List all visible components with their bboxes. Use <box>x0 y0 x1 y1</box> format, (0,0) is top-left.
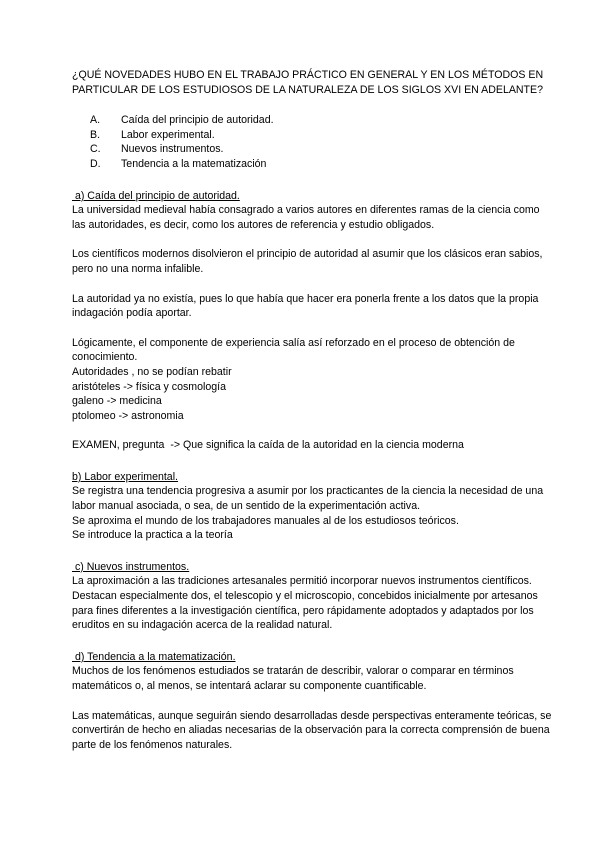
list-marker: A. <box>90 114 101 127</box>
section-b-heading: b) Labor experimental. <box>72 470 178 483</box>
section-c-paragraph: La aproximación a las tradiciones artesanales permitió incorporar nuevos instrumentos científicos. Destacan especialmente dos, el telescopio y el microscopio, concebidos inicialmente por artesanos para fines diferentes a la investigación científica, pero rápidamente adoptados y adaptados por los eruditos en su indagación acerca de la realidad natural. <box>72 575 538 632</box>
authority-line: aristóteles -> física y cosmología <box>72 380 226 393</box>
list-item-label: Caída del principio de autoridad. <box>121 114 274 127</box>
section-c-heading: c) Nuevos instrumentos. <box>72 560 190 573</box>
section-a-paragraph: La autoridad ya no existía, pues lo que había que hacer era ponerla frente a los datos que la propia indagación podía aportar. <box>72 292 539 320</box>
list-item <box>72 113 552 128</box>
list-marker: D. <box>90 157 101 170</box>
list-item <box>72 128 552 143</box>
section-a-paragraph: La universidad medieval había consagrado a varios autores en diferentes ramas de la ciencia como las autoridades, es decir, como los autores de referencia y estudio obligados. <box>72 204 540 231</box>
authority-line: Autoridades , no se podían rebatir <box>72 365 232 378</box>
list-item-label: Nuevos instrumentos. <box>121 143 224 156</box>
list-marker: B. <box>90 128 101 141</box>
list-item-label: Tendencia a la matematización <box>121 157 267 170</box>
exam-note: EXAMEN, pregunta -> Que significa la caída de la autoridad en la ciencia moderna <box>72 439 464 452</box>
list-marker: C. <box>90 143 101 156</box>
section-a-heading: a) Caída del principio de autoridad. <box>72 189 240 202</box>
authority-line: ptolomeo -> astronomia <box>72 409 184 422</box>
list-item <box>72 142 552 157</box>
list-item-label: Labor experimental. <box>121 128 215 141</box>
section-d-heading: d) Tendencia a la matematización. <box>72 650 236 663</box>
topic-list <box>72 113 552 171</box>
authority-line: galeno -> medicina <box>72 395 162 408</box>
section-a-paragraph: Lógicamente, el componente de experiencia salía así reforzado en el proceso de obtención de conocimiento. <box>72 336 515 364</box>
section-d-paragraph: Muchos de los fenómenos estudiados se tratarán de describir, valorar o comparar en términos matemáticos o, al menos, se intentará aclarar su componente cuantificable. <box>72 665 514 692</box>
section-b-paragraph: Se aproxima el mundo de los trabajadores manuales al de los estudiosos teóricos. <box>72 514 459 527</box>
section-a-paragraph: Los científicos modernos disolvieron el principio de autoridad al asumir que los clásicos eran sabios, pero no una norma infalible. <box>72 248 543 275</box>
section-d-paragraph: Las matemáticas, aunque seguirán siendo desarrolladas desde perspectivas enteramente teóricas, se convertirán de hecho en aliadas necesarias de la observación para la correcta comprensión de buena parte de los fenómenos naturales. <box>72 709 552 751</box>
document-page <box>72 68 552 752</box>
section-b-paragraph: Se introduce la practica a la teoría <box>72 529 233 542</box>
section-b-paragraph: Se registra una tendencia progresiva a asumir por los practicantes de la ciencia la necesidad de una labor manual asociada, o sea, de un sentido de la experimentación activa. <box>72 485 544 513</box>
list-item <box>72 157 552 172</box>
page-title: ¿QUÉ NOVEDADES HUBO EN EL TRABAJO PRÁCTICO EN GENERAL Y EN LOS MÉTODOS EN PARTICULAR DE LOS ESTUDIOSOS DE LA NATURALEZA DE LOS SIGLOS XVI EN ADELANTE? <box>72 69 544 96</box>
